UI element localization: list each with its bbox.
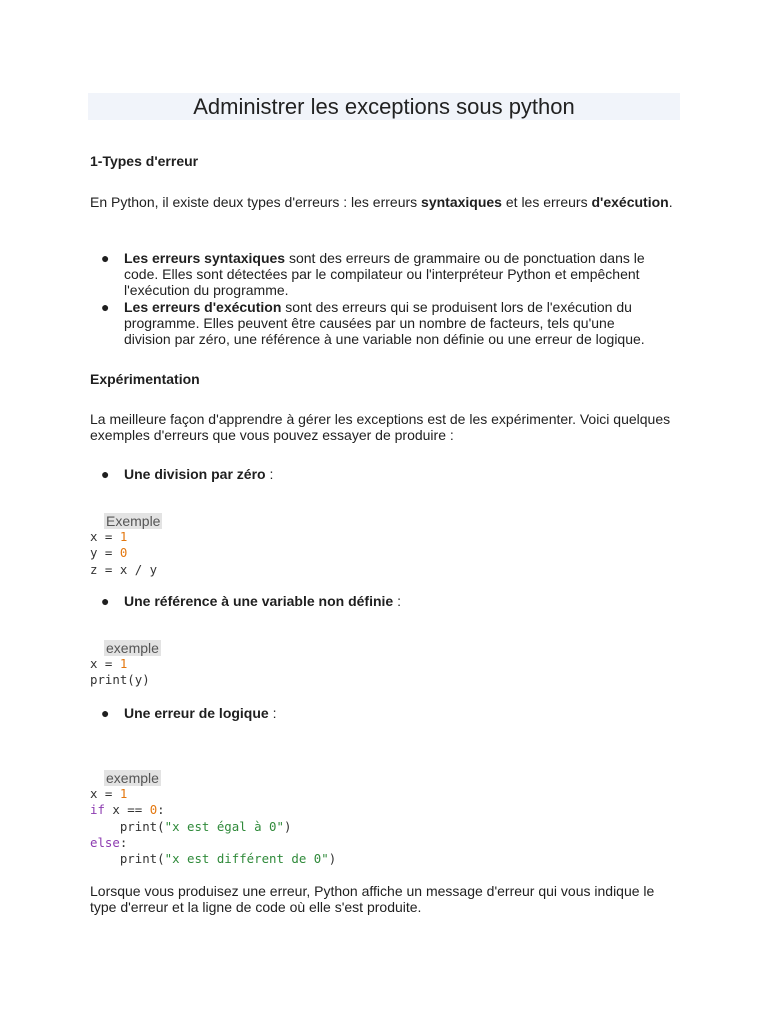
code-string: "x est différent de 0" [164,851,329,867]
list-item-bold: Une référence à une variable non définie [124,593,394,609]
code-number: 1 [119,786,128,801]
code-label: Exemple [106,513,161,529]
code-token: : [157,802,165,818]
bullet-icon: ● [101,250,110,266]
code-token: x = [90,656,120,671]
code-keyword: if [90,802,105,818]
list-item-undefined-variable [124,593,654,609]
code-label: exemple [106,640,159,656]
code-token: print( [90,851,165,867]
code-number: 0 [119,545,128,561]
code-token: x == [104,802,150,818]
bullet-icon: ● [101,299,110,315]
list-item-bold: Les erreurs d'exécution [124,299,282,315]
experimentation-intro: La meilleure façon d'apprendre à gérer les exceptions est de les expérimenter. Voici quelques exemples d'erreurs que vous pouvez essayer de produire : [90,411,671,443]
list-item-suffix: : [393,593,401,609]
code-token: x = [90,786,120,801]
intro-text-end: . [668,194,673,210]
list-item-logic-error [124,705,654,721]
list-item-suffix: : [268,705,277,721]
code-keyword: else [90,834,120,850]
bullet-icon: ● [101,466,110,482]
bullet-icon: ● [101,593,110,609]
code-token: ) [283,818,292,834]
intro-bold-syntaxiques: syntaxiques [421,194,502,210]
code-block-division [90,529,157,578]
section-heading-types: 1-Types d'erreur [90,153,199,169]
page-title: Administrer les exceptions sous python [193,94,575,119]
section-heading-experimentation: Expérimentation [90,371,200,387]
code-block-logic [90,786,336,867]
list-item-syntax-errors [124,250,654,298]
intro-paragraph [90,194,680,210]
code-number: 1 [119,656,128,671]
code-token: ) [328,851,337,867]
code-block-undefined [90,656,150,689]
intro-text: En Python, il existe deux types d'erreurs : les erreurs [90,194,422,210]
list-item-division-zero [124,466,654,482]
code-token: print( [90,818,165,834]
code-token: z = x / y [90,561,158,577]
code-token: x = [90,529,120,544]
list-item-suffix: : [265,466,274,482]
intro-bold-execution: d'exécution [591,194,669,210]
code-token: : [119,834,128,850]
list-item-text: sont des erreurs de grammaire ou de ponctuation dans le code. Elles sont détectées par le compilateur ou l'interpréteur Python et empêchent l'exécution du programme. [124,250,645,298]
conclusion-paragraph: Lorsque vous produisez une erreur, Python affiche un message d'erreur qui vous indique le type d'erreur et la ligne de code où elle s'est produite. [90,883,655,915]
bullet-icon: ● [101,705,110,721]
intro-text-mid: et les erreurs [501,194,592,210]
list-item-bold: Les erreurs syntaxiques [124,250,286,266]
code-label: exemple [106,770,159,786]
code-token: print(y) [90,672,150,688]
code-number: 0 [149,802,158,818]
list-item-runtime-errors [124,299,654,347]
list-item-bold: Une erreur de logique [124,705,269,721]
code-number: 1 [119,529,128,544]
code-string: "x est égal à 0" [164,818,284,834]
list-item-bold: Une division par zéro [124,466,266,482]
code-token: y = [90,545,120,561]
list-item-text: sont des erreurs qui se produisent lors de l'exécution du programme. Elles peuvent être causées par un nombre de facteurs, tels qu'une division par zéro, une référence à une variable non définie ou une erreur de logique. [124,299,645,347]
